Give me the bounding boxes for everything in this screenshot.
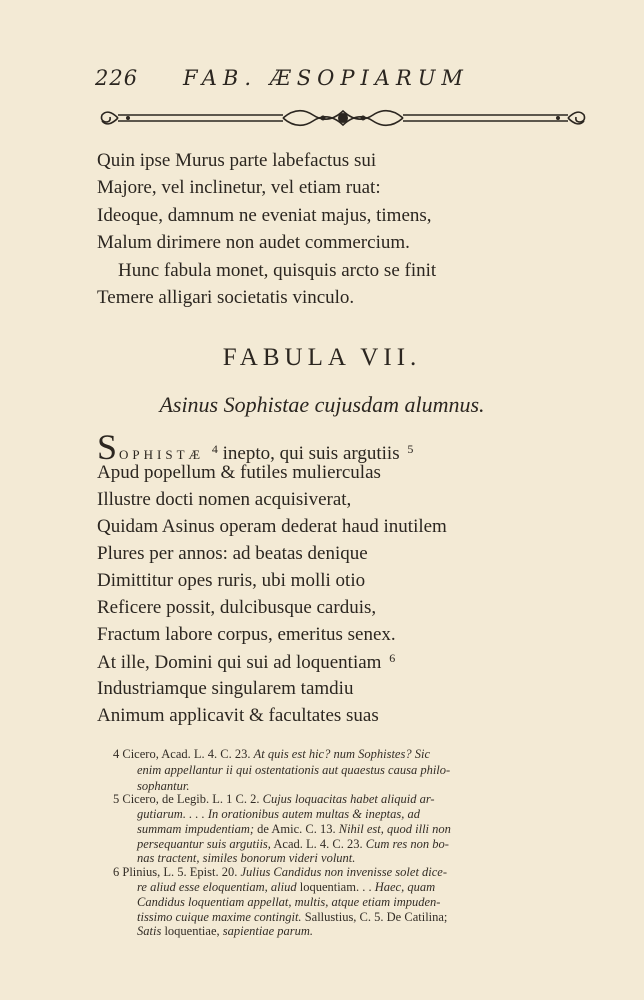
footnote-6-line [137,911,447,924]
footnote-quote: re aliud esse eloquentiam, aliud [137,880,297,894]
verse-line: Apud popellum & futiles mulierculas [97,462,381,483]
footnote-quote: Haec, quam [374,880,436,894]
footnote-6-line [137,896,440,909]
footnote-quote: Satis [137,924,162,938]
footnote-quote: Nihil est, quod illi non [338,822,451,836]
footnote-quote: Sic [414,747,430,761]
footnote-quote: At quis est hic? num Sophistes? [253,747,412,761]
footnote-ref: 5 [407,442,414,456]
footnote-quote: gutiarum. . . . In orationibus autem multas & ineptas, ad [137,807,420,821]
footnote-citation: De Catilina; [386,910,448,924]
footnote-4-line [137,764,450,777]
footnote-5-line [137,838,449,851]
footnote-ref: 6 [389,651,396,665]
footnote-quote: enim appellantur ii qui ostentationis aut quaestus causa philo- [137,763,451,777]
verse-line: Industriamque singularem tamdiu [97,678,354,699]
footnote-ref: 4 [211,442,218,456]
footnote-5-line [137,808,420,821]
footnote-quote: summam impudentiam; [137,822,255,836]
verse-line: Quidam Asinus operam dederat haud inutilem [97,516,447,537]
verse-line: Fractum labore corpus, emeritus senex. [97,624,396,645]
footnote-citation: 5 Cicero, de Legib. L. 1 C. 2. [113,792,260,806]
footnote-5-line [113,793,435,806]
verse-line: Plures per annos: ad beatas denique [97,543,368,564]
footnote-citation: 4 Cicero, Acad. L. 4. C. 23. [113,747,251,761]
fable-subtitle: Asinus Sophistae cujusdam alumnus. [159,392,485,417]
verse-line-first [97,427,414,467]
footnote-quote: nas tractent, similes bonorum videri volunt. [137,851,356,865]
footnote-quote: persequantur suis argutiis, [137,837,271,851]
verse-line: Reficere possit, dulcibusque carduis, [97,597,377,618]
fable-title: FABULA VII. [222,344,422,371]
verse-line: Animum applicavit & facultates suas [97,705,379,726]
footnote-5-line [137,852,355,865]
footnote-4-line [137,780,189,793]
verse-line: Majore, vel inclinetur, vel etiam ruat: [97,177,381,198]
footnote-citation: Acad. L. 4. C. 23. [273,837,363,851]
verse-line: Illustre docti nomen acquisiverat, [97,489,352,510]
verse-line: Malum dirimere non audet commercium. [97,232,410,253]
verse-line: Dimittitur opes ruris, ubi molli otio [97,570,366,591]
small-caps-word: OPHISTÆ [119,447,205,462]
page-number: 226 [95,66,139,90]
footnote-citation: 6 Plinius, L. 5. Epist. 20. [113,865,238,879]
footnote-quote: sophantur. [137,779,190,793]
footnote-quote: Cujus loquacitas habet aliquid ar- [262,792,435,806]
footnote-quote: Candidus loquentiam appellat, multis, atque etiam impuden- [137,895,441,909]
verse-line: Hunc fabula monet, quisquis arcto se finit [118,260,437,281]
footnote-citation: loquentiam. . . [299,880,372,894]
footnote-4-line [113,748,430,761]
verse-text: inepto, qui suis argutiis [222,443,400,464]
footnote-6-line [137,881,435,894]
footnote-quote: Cum res non bo- [365,837,449,851]
footnote-quote: sapientiae parum. [222,924,314,938]
footnote-5-line [137,823,451,836]
footnote-6-line [113,866,447,879]
footnote-citation: de Amic. C. 13. [257,822,336,836]
headpiece-ornament-icon [98,103,588,133]
verse-line-with-ref [97,652,395,672]
footnote-citation: loquentiae, [164,924,220,938]
footnote-quote: tissimo cuique maxime contingit. [137,910,302,924]
footnote-citation: Sallustius, C. 5. [304,910,384,924]
page-header [95,66,575,96]
drop-cap: S [97,427,118,467]
verse-line: Quin ipse Murus parte labefactus sui [97,150,377,171]
footnote-6-line [137,925,313,938]
verse-line: Temere alligari societatis vinculo. [97,287,355,308]
running-title: FAB. ÆSOPIARUM [183,66,469,90]
verse-text: At ille, Domini qui sui ad loquentiam [97,652,382,673]
verse-line: Ideoque, damnum ne eveniat majus, timens, [97,205,432,226]
footnote-quote: Julius Candidus non invenisse solet dice- [240,865,448,879]
